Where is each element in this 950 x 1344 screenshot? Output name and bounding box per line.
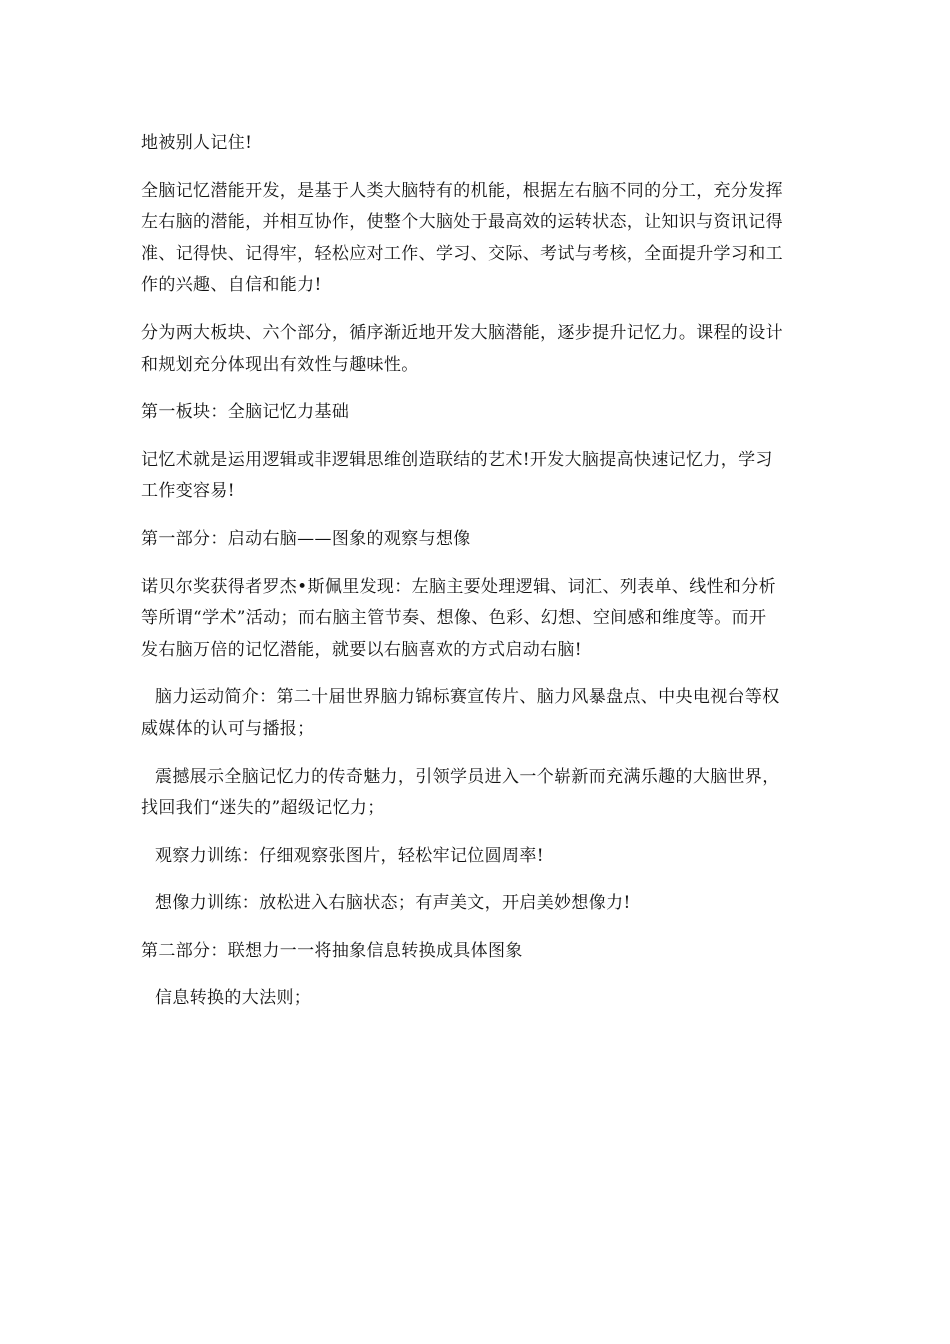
text-line: 作的兴趣、自信和能力!: [141, 275, 322, 296]
text-line: 威媒体的认可与播报；: [141, 718, 315, 739]
paragraph-spacer: [141, 746, 812, 762]
text-line: 等所谓“学术”活动；而右脑主管节奏、想像、色彩、幻想、空间感和维度等。而开: [141, 608, 767, 629]
paragraph-spacer: [141, 429, 812, 445]
text-line: 信息转换的大法则；: [155, 988, 312, 1009]
paragraph-spacer: [141, 556, 812, 572]
paragraph-p12: [141, 936, 812, 968]
text-line: 和规划充分体现出有效性与趣味性。: [141, 354, 419, 375]
paragraph-p1: [141, 128, 812, 160]
paragraph-p9: [141, 762, 812, 825]
text-line: 工作变容易!: [141, 481, 235, 502]
text-line: 想像力训练：放松进入右脑状态；有声美文，开启美妙想像力!: [155, 893, 631, 914]
text-line: 震撼展示全脑记忆力的传奇魅力，引领学员进入一个崭新而充满乐趣的大脑世界，: [155, 766, 780, 787]
paragraph-p13: [141, 983, 812, 1015]
paragraph-p5: [141, 445, 812, 508]
text-line: 观察力训练：仔细观察张图片，轻松牢记位圆周率!: [155, 845, 544, 866]
text-line: 记忆术就是运用逻辑或非逻辑思维创造联结的艺术!开发大脑提高快速记忆力，学习: [141, 449, 773, 470]
paragraph-p8: [141, 682, 812, 745]
paragraph-p6: [141, 524, 812, 556]
paragraph-spacer: [141, 508, 812, 524]
text-line: 分为两大板块、六个部分，循序渐近地开发大脑潜能，逐步提升记忆力。课程的设计: [141, 322, 783, 343]
text-line: 准、记得快、记得牢，轻松应对工作、学习、交际、考试与考核，全面提升学习和工: [141, 243, 783, 264]
paragraph-spacer: [141, 825, 812, 841]
paragraph-spacer: [141, 920, 812, 936]
paragraph-spacer: [141, 302, 812, 318]
text-line: 地被别人记住!: [141, 133, 253, 153]
text-line: 全脑记忆潜能开发，是基于人类大脑特有的机能，根据左右脑不同的分工，充分发挥: [141, 180, 783, 201]
text-line: 第一部分：启动右脑——图象的观察与想像: [141, 528, 471, 549]
text-line: 左右脑的潜能，并相互协作，使整个大脑处于最高效的运转状态，让知识与资讯记得: [141, 212, 783, 233]
paragraph-p2: [141, 176, 812, 302]
text-line: 诺贝尔奖获得者罗杰•斯佩里发现：左脑主要处理逻辑、词汇、列表单、线性和分析: [141, 576, 776, 597]
text-line: 找回我们“迷失的”超级记忆力；: [141, 798, 385, 819]
paragraph-spacer: [141, 967, 812, 983]
paragraph-p4: [141, 397, 812, 429]
paragraph-p10: [141, 841, 812, 873]
paragraph-p11: [141, 888, 812, 920]
paragraph-p7: [141, 572, 812, 667]
text-line: 脑力运动简介：第二十届世界脑力锦标赛宣传片、脑力风暴盘点、中央电视台等权: [155, 687, 780, 708]
paragraph-spacer: [141, 666, 812, 682]
paragraph-spacer: [141, 160, 812, 176]
text-line: 发右脑万倍的记忆潜能，就要以右脑喜欢的方式启动右脑!: [141, 639, 582, 660]
document-body: [141, 128, 812, 1015]
paragraph-spacer: [141, 872, 812, 888]
text-line: 第一板块：全脑记忆力基础: [141, 402, 350, 423]
text-line: 第二部分：联想力一一将抽象信息转换成具体图象: [141, 940, 523, 961]
paragraph-spacer: [141, 381, 812, 397]
paragraph-p3: [141, 318, 812, 381]
